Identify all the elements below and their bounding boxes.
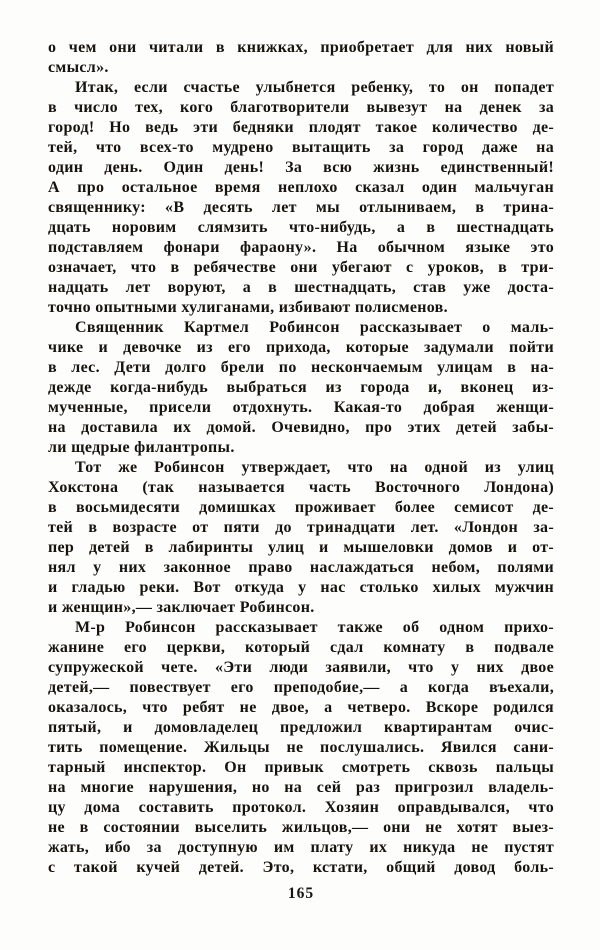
text-line: в число тех, кого благотворители вывезут на денек за (48, 99, 554, 116)
text-line: на многие нарушения, но на сей раз пригрозил владель- (48, 779, 554, 796)
text-line: Хокстона (так называется часть Восточного Лондона) (48, 479, 554, 496)
text-line: и женщин»,— заключает Робинсон. (48, 599, 315, 616)
text-line: и гладью реки. Вот откуда у нас столько хилых мужчин (48, 579, 554, 596)
page-text (48, 38, 554, 878)
text-line: чике и девочке из его прихода, которые задумали пойти (48, 339, 554, 356)
text-line: священнику: «В десять лет мы отлыниваем, в трина- (48, 199, 554, 216)
text-line: М-р Робинсон рассказывает также об одном прихо- (75, 619, 554, 636)
text-line: супружеской чете. «Эти люди заявили, что у них двое (48, 659, 554, 676)
text-line: Итак, если счастье улыбнется ребенку, то он попадет (75, 79, 554, 96)
text-line: в восьмидесяти домишках проживает более семисот де- (48, 499, 554, 516)
text-line: означает, что в ребячестве они убегают с уроков, в три- (48, 259, 554, 276)
text-line: точно опытными хулиганами, избивают полисменов. (48, 299, 448, 316)
text-line: тей, что всех-то мудрено вытащить за город даже на (48, 139, 554, 156)
text-line: Тот же Робинсон утверждает, что на одной из улиц (75, 459, 554, 476)
text-line: жанине его церкви, который сдал комнату в подвале (48, 639, 554, 656)
text-line: ли щедрые филантропы. (48, 439, 235, 456)
paragraph (48, 618, 554, 878)
text-line: пятый, и домовладелец предложил квартирантам очис- (48, 719, 554, 736)
paragraph (48, 38, 554, 78)
text-line: нял у них законное право наслаждаться небом, полями (48, 559, 554, 576)
paragraph (48, 458, 554, 618)
text-line: смысл». (48, 59, 109, 76)
text-line: тарный инспектор. Он привык смотреть сквозь пальцы (48, 759, 554, 776)
text-line: жать, ибо за доступную им плату их никуда не пустят (48, 839, 554, 856)
paragraph (48, 318, 554, 458)
text-line: мученные, присели отдохнуть. Какая-то добрая женщи- (48, 399, 554, 416)
text-line: А про остальное время неплохо сказал один мальчуган (48, 179, 554, 196)
paragraph (48, 78, 554, 318)
text-line: оказалось, что ребят не двое, а четверо. Вскоре родился (48, 699, 554, 716)
text-line: пер детей в лабиринты улиц и мышеловки домов и от- (48, 539, 554, 556)
text-line: не в состоянии выселить жильцов,— они не хотят выез- (48, 819, 554, 836)
text-line: с такой кучей детей. Это, кстати, общий довод боль- (48, 859, 554, 876)
text-line: на доставила их домой. Очевидно, про этих детей забы- (48, 419, 554, 436)
text-line: подставляем фонари фараону». На обычном языке это (48, 239, 554, 256)
text-line: город! Но ведь эти бедняки плодят такое количество де- (48, 119, 554, 136)
text-line: тей в возрасте от пяти до тринадцати лет. «Лондон за- (48, 519, 554, 536)
text-line: цу дома составить протокол. Хозяин оправдывался, что (48, 799, 554, 816)
text-line: дежде когда-нибудь выбраться из города и, вконец из- (48, 379, 554, 396)
text-line: детей,— повествует его преподобие,— а когда въехали, (48, 679, 554, 696)
text-line: о чем они читали в книжках, приобретает для них новый (48, 39, 554, 56)
page-number: 165 (287, 885, 315, 902)
text-line: надцать лет воруют, а в шестнадцать, став уже доста- (48, 279, 554, 296)
text-line: Священник Картмел Робинсон рассказывает о маль- (75, 319, 554, 336)
text-line: в лес. Дети долго брели по нескончаемым улицам в на- (48, 359, 554, 376)
text-line: дцать норовим слямзить что-нибудь, а в шестнадцать (48, 219, 554, 236)
text-line: тить помещение. Жильцы не послушались. Явился сани- (48, 739, 554, 756)
text-line: один день. Один день! За всю жизнь единственный! (48, 159, 554, 176)
